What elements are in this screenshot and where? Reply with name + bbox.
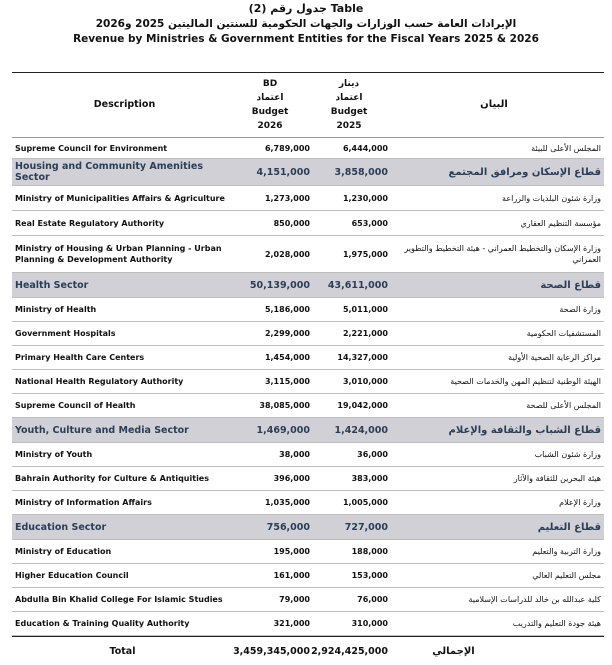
arabic-description-cell: قطاع الإسكان ومرافق المجتمع bbox=[448, 166, 601, 178]
table-number: جدول رقم (2) Table bbox=[248, 2, 364, 15]
sector-row bbox=[12, 159, 604, 186]
description-cell: Ministry of Health bbox=[15, 305, 97, 314]
description-cell: Bahrain Authority for Culture & Antiquities bbox=[15, 474, 209, 483]
english-title: Revenue by Ministries & Government Entities for the Fiscal Years 2025 & 2026 bbox=[73, 33, 539, 45]
budget-2026-cell: 1,273,000 bbox=[264, 193, 310, 203]
total-row bbox=[12, 636, 604, 665]
table-row bbox=[12, 211, 604, 236]
budget-2026-cell: 6,789,000 bbox=[264, 143, 310, 153]
table-row bbox=[12, 394, 604, 418]
budget-2025-cell: 76,000 bbox=[357, 595, 388, 604]
arabic-description-cell: مؤسسة التنظيم العقاري bbox=[520, 218, 601, 228]
description-cell: Supreme Council for Environment bbox=[15, 143, 168, 153]
header-arabic-description: البيان bbox=[480, 99, 508, 110]
description-cell: Government Hospitals bbox=[15, 329, 116, 338]
budget-2026-cell: 195,000 bbox=[273, 547, 310, 556]
budget-2026-cell: 2,028,000 bbox=[264, 249, 310, 259]
arabic-description-cell: وزارة الصحة bbox=[559, 305, 601, 314]
description-cell: Total bbox=[109, 645, 136, 657]
budget-2025-cell: 2,924,425,000 bbox=[311, 645, 388, 657]
description-cell: Supreme Council of Health bbox=[15, 401, 136, 410]
budget-2025-cell: 153,000 bbox=[351, 571, 388, 580]
budget-2026-cell: 3,115,000 bbox=[264, 377, 310, 386]
table-row bbox=[12, 138, 604, 159]
budget-2026-cell: 50,139,000 bbox=[249, 279, 310, 291]
header-budget-2025: دينار اعتماد Budget 2025 bbox=[330, 79, 368, 131]
description-cell: Health Sector bbox=[15, 279, 89, 291]
budget-2025-cell: 36,000 bbox=[357, 450, 388, 459]
budget-2025-cell: 310,000 bbox=[351, 619, 388, 628]
budget-2026-cell: 850,000 bbox=[273, 218, 310, 228]
budget-2026-cell: 3,459,345,000 bbox=[233, 645, 310, 657]
table-row bbox=[12, 236, 604, 273]
budget-2025-cell: 6,444,000 bbox=[342, 143, 388, 153]
budget-2026-cell: 1,469,000 bbox=[256, 424, 310, 436]
arabic-description-cell: المجلس الأعلى للصحة bbox=[526, 401, 601, 410]
description-cell: Ministry of Youth bbox=[15, 450, 93, 459]
description-cell: Ministry of Housing & Urban Planning - Urban Planning & Development Authority bbox=[15, 244, 222, 264]
budget-2025-cell: 19,042,000 bbox=[337, 401, 388, 410]
arabic-description-cell: الإجمالي bbox=[432, 645, 475, 657]
budget-2026-cell: 161,000 bbox=[273, 571, 310, 580]
table-row bbox=[12, 612, 604, 636]
description-cell: Real Estate Regulatory Authority bbox=[15, 218, 165, 228]
description-cell: Primary Health Care Centers bbox=[15, 353, 145, 362]
arabic-description-cell: الهيئة الوطنية لتنظيم المهن والخدمات الصحية bbox=[450, 377, 601, 386]
table-header bbox=[12, 72, 604, 138]
budget-2025-cell: 2,221,000 bbox=[342, 329, 388, 338]
table-row bbox=[12, 491, 604, 515]
budget-2025-cell: 1,975,000 bbox=[342, 249, 388, 259]
arabic-description-cell: مراكز الرعاية الصحية الأولية bbox=[508, 353, 601, 362]
arabic-description-cell: قطاع التعليم bbox=[537, 521, 601, 533]
table-row bbox=[12, 322, 604, 346]
budget-2026-cell: 756,000 bbox=[266, 521, 310, 533]
table-row bbox=[12, 186, 604, 211]
arabic-description-cell: وزارة الإسكان والتخطيط العمراني - هيئة التخطيط والتطوير العمراني bbox=[404, 244, 601, 264]
arabic-description-cell: وزارة شئون البلديات والزراعة bbox=[502, 193, 601, 203]
arabic-description-cell: قطاع الشباب والثقافة والإعلام bbox=[448, 424, 601, 436]
table-row bbox=[12, 467, 604, 491]
table-row bbox=[12, 346, 604, 370]
description-cell: Youth, Culture and Media Sector bbox=[15, 424, 189, 436]
arabic-description-cell: وزارة التربية والتعليم bbox=[532, 547, 601, 556]
arabic-description-cell: المستشفيات الحكومية bbox=[526, 329, 601, 338]
budget-2026-cell: 4,151,000 bbox=[256, 166, 310, 178]
budget-2026-cell: 79,000 bbox=[279, 595, 310, 604]
table-row bbox=[12, 564, 604, 588]
arabic-description-cell: قطاع الصحة bbox=[540, 279, 601, 291]
budget-2026-cell: 1,454,000 bbox=[264, 353, 310, 362]
budget-2026-cell: 321,000 bbox=[273, 619, 310, 628]
description-cell: Education Sector bbox=[15, 521, 107, 533]
budget-2026-cell: 2,299,000 bbox=[264, 329, 310, 338]
budget-2025-cell: 1,230,000 bbox=[342, 193, 388, 203]
arabic-description-cell: كلية عبدالله بن خالد للدراسات الإسلامية bbox=[468, 595, 601, 604]
table-body bbox=[12, 138, 604, 665]
table-row bbox=[12, 443, 604, 467]
table-row bbox=[12, 588, 604, 612]
header-budget-2026: BD اعتماد Budget 2026 bbox=[251, 79, 289, 131]
budget-2025-cell: 43,611,000 bbox=[327, 279, 388, 291]
revenue-table bbox=[12, 72, 604, 665]
description-cell: Ministry of Municipalities Affairs & Agriculture bbox=[15, 193, 225, 203]
description-cell: Education & Training Quality Authority bbox=[15, 619, 190, 628]
table-title bbox=[0, 2, 612, 47]
arabic-description-cell: وزارة شئون الشباب bbox=[534, 450, 601, 459]
budget-2025-cell: 653,000 bbox=[351, 218, 388, 228]
table-row bbox=[12, 540, 604, 564]
budget-2025-cell: 727,000 bbox=[344, 521, 388, 533]
budget-2025-cell: 3,010,000 bbox=[342, 377, 388, 386]
budget-2025-cell: 1,424,000 bbox=[334, 424, 388, 436]
description-cell: Higher Education Council bbox=[15, 571, 129, 580]
description-cell: Ministry of Information Affairs bbox=[15, 498, 152, 507]
budget-2026-cell: 5,186,000 bbox=[264, 305, 310, 314]
budget-2025-cell: 14,327,000 bbox=[337, 353, 388, 362]
budget-2026-cell: 38,000 bbox=[279, 450, 310, 459]
header-description: Description bbox=[93, 99, 156, 110]
budget-2025-cell: 383,000 bbox=[351, 474, 388, 483]
arabic-title: الإيرادات العامة حسب الوزارات والجهات الحكومية للسنتين الماليتين 2025 و2026 bbox=[95, 18, 517, 30]
sector-row bbox=[12, 515, 604, 540]
arabic-description-cell: وزارة الإعلام bbox=[559, 498, 601, 507]
arabic-description-cell: مجلس التعليم العالي bbox=[532, 571, 601, 580]
arabic-description-cell: هيئة جودة التعليم والتدريب bbox=[512, 619, 601, 628]
description-cell: National Health Regulatory Authority bbox=[15, 377, 184, 386]
budget-2025-cell: 188,000 bbox=[351, 547, 388, 556]
budget-2026-cell: 38,085,000 bbox=[259, 401, 310, 410]
arabic-description-cell: هيئة البحرين للثقافة والآثار bbox=[513, 474, 601, 483]
budget-2025-cell: 3,858,000 bbox=[334, 166, 388, 178]
budget-2026-cell: 1,035,000 bbox=[264, 498, 310, 507]
table-row bbox=[12, 298, 604, 322]
budget-2025-cell: 5,011,000 bbox=[342, 305, 388, 314]
sector-row bbox=[12, 418, 604, 443]
description-cell: Housing and Community Amenities Sector bbox=[15, 161, 204, 183]
description-cell: Abdulla Bin Khalid College For Islamic Studies bbox=[15, 595, 223, 604]
budget-2026-cell: 396,000 bbox=[273, 474, 310, 483]
budget-2025-cell: 1,005,000 bbox=[342, 498, 388, 507]
arabic-description-cell: المجلس الأعلى للبيئة bbox=[531, 143, 601, 153]
sector-row bbox=[12, 273, 604, 298]
table-row bbox=[12, 370, 604, 394]
description-cell: Ministry of Education bbox=[15, 547, 112, 556]
